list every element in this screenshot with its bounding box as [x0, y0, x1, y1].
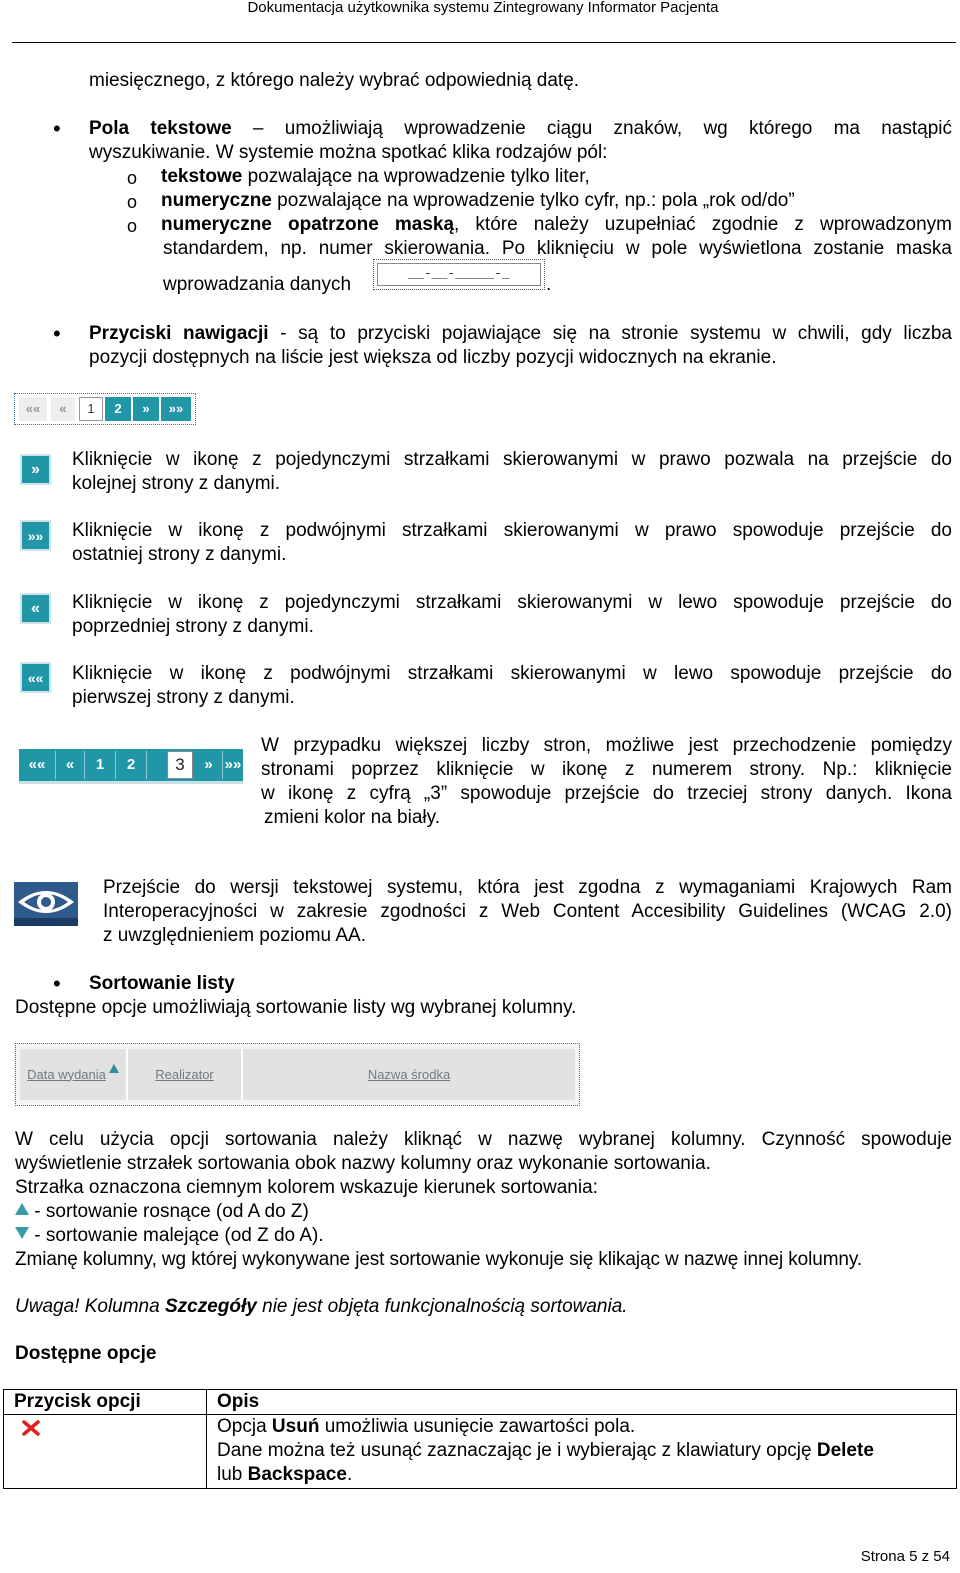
mask-input-example[interactable]	[373, 259, 545, 290]
pager-large	[19, 749, 243, 784]
pager-desc-line2: stronami poprzez kliknięcie w ikonę z numerem strony. Np.: kliknięcie	[261, 759, 952, 780]
sub-marker: o	[127, 216, 138, 236]
sorting-title: Sortowanie listy	[89, 973, 235, 994]
text-fields-line2: wyszukiwanie. W systemie można spotkać klika rodzajów pól:	[89, 142, 608, 163]
pager-page-1-button[interactable]: 1	[79, 397, 103, 421]
text-version-line1: Przejście do wersji tekstowej systemu, która jest zgodna z wymaganiami Krajowych Ram	[103, 877, 952, 898]
document-header: Dokumentacja użytkownika systemu Zintegrowany Informator Pacjenta	[247, 0, 719, 16]
icon-desc-first-line2: pierwszej strony z danymi.	[72, 687, 295, 708]
pager-desc-line3: w ikonę z cyfrą „3” spowoduje przejście do trzeciej strony danych. Ikona	[261, 783, 952, 804]
sub-marker: o	[127, 192, 138, 212]
pager-first-button[interactable]: ««	[19, 751, 56, 779]
icon-desc-prev-line1: Kliknięcie w ikonę z pojedynczymi strzałkami skierowanymi w lewo spowoduje przejście do	[72, 592, 952, 613]
last-page-icon[interactable]: »»	[20, 520, 51, 551]
table-header-row	[4, 1390, 957, 1415]
text-fields-line1: Pola tekstowe – umożliwiają wprowadzenie ciągu znaków, wg którego ma nastąpić	[89, 118, 953, 139]
pager-desc-line4: zmieni kolor na biały.	[264, 807, 441, 828]
pager-next-button[interactable]: »	[133, 397, 159, 421]
icon-desc-last-line1: Kliknięcie w ikonę z podwójnymi strzałkami skierowanymi w prawo spowoduje przejście do	[72, 520, 952, 541]
sorting-p1-line2: wyświetlenie strzałek sortowania obok nazwy kolumny oraz wykonanie sortowania.	[15, 1153, 711, 1174]
sorting-asc-line: - sortowanie rosnące (od A do Z)	[15, 1200, 309, 1224]
nav-buttons-line1: Przyciski nawigacji - są to przyciski pojawiające się na stronie systemu w chwili, gdy liczba	[89, 323, 952, 344]
sorting-desc: Dostępne opcje umożliwiają sortowanie listy wg wybranej kolumny.	[15, 997, 577, 1018]
pager-page-2-button[interactable]: 2	[116, 751, 147, 779]
icon-desc-first-line1: Kliknięcie w ikonę z podwójnymi strzałkami skierowanymi w lewo spowoduje przejście do	[72, 663, 952, 684]
table-cell-button	[4, 1415, 207, 1489]
sub-item-maska: numeryczne opatrzone maską, które należy uzupełniać zgodnie z wprowadzonym	[161, 214, 952, 235]
nav-buttons-line2: pozycji dostępnych na liście jest większa od liczby pozycji widocznych na ekranie.	[89, 347, 777, 368]
options-table	[3, 1389, 957, 1489]
sort-column-realizator[interactable]: Realizator	[128, 1049, 243, 1100]
table-header-cell: Przycisk opcji	[4, 1390, 207, 1415]
text-version-line2: Interoperacyjności w zakresie zgodności z Web Content Accesibility Guidelines (WCAG 2.0)	[103, 901, 952, 922]
sort-column-nazwa-srodka[interactable]: Nazwa środka	[243, 1049, 575, 1100]
mask-input-value: __-__-_____-_	[377, 263, 541, 286]
bullet-marker: •	[53, 116, 61, 141]
pager-first-button[interactable]: ««	[19, 397, 47, 421]
pager-page-1-button[interactable]: 1	[85, 751, 116, 779]
bullet-marker: •	[53, 321, 61, 346]
sort-asc-icon	[15, 1203, 29, 1215]
intro-line: miesięcznego, z którego należy wybrać odpowiednią datę.	[89, 70, 580, 91]
sorting-note: Uwaga! Kolumna Szczegóły nie jest objęta funkcjonalnością sortowania.	[15, 1296, 628, 1317]
table-row	[4, 1415, 957, 1489]
sub-marker: o	[127, 168, 138, 188]
bullet-marker: •	[53, 971, 61, 996]
pager-page-3-button[interactable]: 3	[167, 751, 193, 779]
pager-last-button[interactable]: »»	[161, 397, 191, 421]
icon-desc-next-line2: kolejnej strony z danymi.	[72, 473, 281, 494]
text-version-line3: z uwzględnieniem poziomu AA.	[103, 925, 366, 946]
icon-desc-prev-line2: poprzedniej strony z danymi.	[72, 616, 314, 637]
sort-column-data-wydania[interactable]: Data wydania	[20, 1049, 128, 1100]
sorting-desc-line: - sortowanie malejące (od Z do A).	[15, 1224, 324, 1248]
next-page-icon[interactable]: »	[20, 454, 51, 485]
table-header-cell: Opis	[207, 1390, 957, 1415]
eye-icon[interactable]	[14, 882, 78, 926]
nav-buttons-title: Przyciski nawigacji	[89, 323, 269, 344]
options-heading: Dostępne opcje	[15, 1343, 157, 1364]
sub-item-numeryczne: numeryczne pozwalające na wprowadzenie tylko cyfr, np.: pola „rok od/do”	[161, 190, 795, 211]
pager-small	[14, 393, 196, 425]
icon-desc-last-line2: ostatniej strony z danymi.	[72, 544, 287, 565]
sorting-p2: Strzałka oznaczona ciemnym kolorem wskazuje kierunek sortowania:	[15, 1177, 598, 1198]
sub-item-maska-line3: wprowadzania danych	[163, 274, 352, 295]
pager-desc-line1: W przypadku większej liczby stron, możliwe jest przechodzenie pomiędzy	[261, 735, 952, 756]
sub-item-tekstowe: tekstowe pozwalające na wprowadzenie tylko liter,	[161, 166, 590, 187]
sort-desc-icon	[15, 1227, 29, 1239]
text-fields-title: Pola tekstowe	[89, 118, 232, 139]
delete-x-icon[interactable]	[21, 1419, 41, 1437]
icon-desc-next-line1: Kliknięcie w ikonę z pojedynczymi strzałkami skierowanymi w prawo pozwala na przejście do	[72, 449, 952, 470]
pager-last-button[interactable]: »»	[224, 756, 242, 773]
pager-page-2-button[interactable]: 2	[105, 397, 131, 421]
sorting-p1-line1: W celu użycia opcji sortowania należy kliknąć w nazwę wybranej kolumny. Czynność spowoduje	[15, 1129, 952, 1150]
sorting-p3: Zmianę kolumny, wg której wykonywane jest sortowanie wykonuje się klikając w nazwę innej kolumny.	[15, 1249, 863, 1270]
pager-prev-button[interactable]: «	[56, 751, 85, 779]
sort-asc-icon	[109, 1064, 119, 1073]
sub-item-maska-line2: standardem, np. numer skierowania. Po kliknięciu w pole wyświetlona zostanie maska	[163, 238, 952, 259]
page-number: Strona 5 z 54	[860, 1548, 950, 1565]
prev-page-icon[interactable]: «	[20, 593, 51, 624]
table-cell-desc: Opcja Usuń umożliwia usunięcie zawartości pola. Dane można też usunąć zaznaczając je i wybierając z klawiatury opcję Delete lub Backspace.	[207, 1415, 957, 1489]
sort-header-example	[15, 1043, 580, 1106]
first-page-icon[interactable]: ««	[20, 662, 51, 693]
pager-prev-button[interactable]: «	[51, 397, 75, 421]
header-divider	[12, 42, 956, 43]
pager-next-button[interactable]: »	[195, 751, 223, 779]
